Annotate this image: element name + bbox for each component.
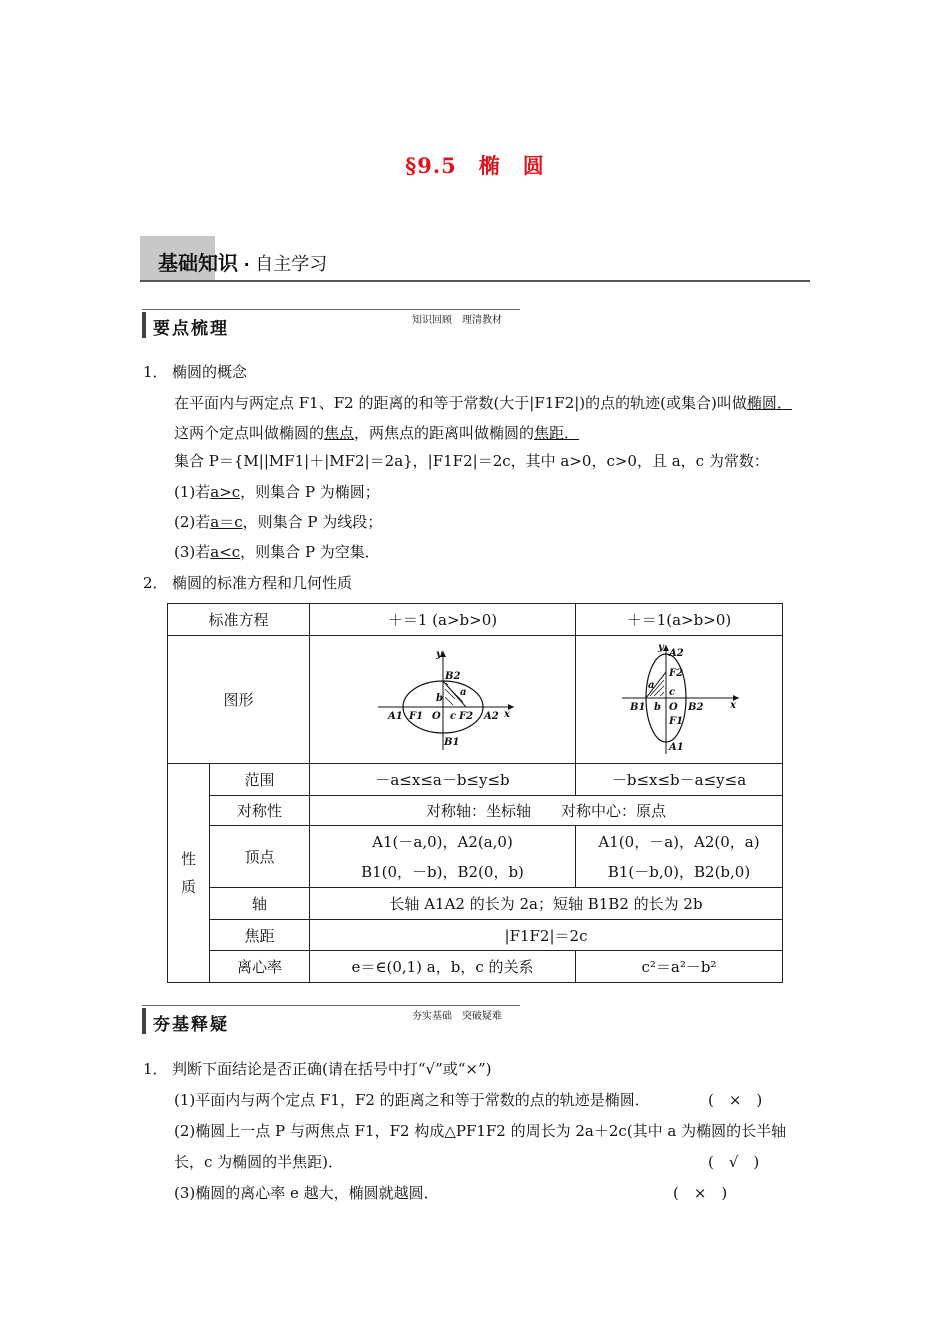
vertex-2-a: A1(0，－a)，A2(0，a) [598,832,760,851]
section-tag: 知识回顾 理清教材 [412,315,502,326]
vertex-1-a: A1(－a,0)，A2(a,0) [372,832,513,851]
properties-label: 性质 [180,850,196,896]
question-2-line-2: 长，c 为椭圆的半焦距)． [174,1153,344,1171]
banner-sub: 自主学习 [255,254,328,275]
answer-3: ( × ) [673,1184,728,1202]
banner-rule [140,280,810,282]
label-O: O [431,710,441,722]
label-x: x [730,700,736,711]
exercise-heading: 判断下面结论是否正确(请在括号中打“√”或“×”) [172,1060,492,1078]
range-1: －a≤x≤a－b≤y≤b [310,764,576,796]
vertex-2-b: B1(－b,0)，B2(b,0) [607,862,751,881]
vertex-2 [576,826,783,888]
banner-dot: · [238,255,256,274]
label-A1: A1 [387,710,403,722]
case-text: ，则集合 P 为线段； [242,513,383,531]
header-standard-equation: 标准方程 [168,604,310,636]
set-definition: 集合 P＝{M||MF1|＋|MF2|＝2a}，|F1F2|＝2c，其中 a>0，c>0，且 a，c 为常数： [174,452,769,470]
row-label-axis: 轴 [210,888,310,920]
horizontal-ellipse-figure [368,645,518,755]
case-text: (3)若 [174,543,211,561]
label-c: c [449,710,456,722]
case-text: (1)若 [174,483,211,501]
answer-foci: 焦点 [324,424,355,442]
vertex-1 [310,826,576,888]
label-B2: B2 [688,702,704,713]
label-O: O [669,702,678,713]
row-label-range: 范围 [210,764,310,796]
question-3: (3)椭圆的离心率 e 越大，椭圆就越圆． [174,1184,439,1202]
figure-horizontal-cell [310,636,576,764]
label-F2: F2 [669,668,684,679]
question-2-line-1: (2)椭圆上一点 P 与两焦点 F1，F2 构成△PF1F2 的周长为 2a＋2c(其中 a 为椭圆的长半轴 [174,1122,787,1140]
section-marker [142,1008,146,1034]
focal-value: |F1F2|＝2c [310,920,783,951]
section-tag: 夯实基础 突破疑难 [412,1011,502,1022]
case-2 [174,511,382,532]
section-rule [142,1005,520,1006]
row-label-focal: 焦距 [210,920,310,951]
case-answer: a<c [210,543,241,561]
banner-label: 基础知识 [158,251,238,275]
answer-1: ( × ) [708,1091,763,1109]
label-a: a [648,680,655,691]
vertex-1-b: B1(0，－b)，B2(0，b) [361,862,524,881]
header-properties [168,764,210,983]
section-rule [142,309,520,310]
label-F2: F2 [458,710,473,722]
label-b: b [654,702,661,713]
item-number: 1． [143,363,168,381]
concept-line-1 [174,392,792,413]
question-1: (1)平面内与两个定点 F1，F2 的距离之和等于常数的点的轨迹是椭圆． [174,1091,650,1109]
label-a: a [459,686,466,698]
range-2: －b≤x≤b－a≤y≤a [576,764,783,796]
label-A2: A2 [669,648,684,659]
concept-text: 这两个定点叫做椭圆的 [174,424,325,442]
banner-heading [158,247,327,276]
label-F1: F1 [669,716,684,727]
header-figure: 图形 [168,636,310,764]
label-x: x [503,708,510,720]
concept-text: ，两焦点的距离叫做椭圆的 [354,424,535,442]
page-title: §9.5 椭 圆 [405,153,545,178]
label-B2: B2 [444,670,460,682]
exercise-number: 1． [143,1060,168,1078]
concept-line-2 [174,422,579,443]
section-marker [142,312,146,338]
item-number: 2． [143,574,168,592]
answer-focal-distance: 焦距． [534,424,580,442]
row-label-vertex: 顶点 [210,826,310,888]
properties-table [167,603,783,983]
item-heading: 椭圆的标准方程和几何性质 [172,574,353,592]
case-3 [174,541,380,562]
section-title-consolidate: 夯基释疑 [153,1015,229,1035]
label-b: b [435,692,443,704]
label-B1: B1 [443,736,459,748]
case-text: (2)若 [174,513,211,531]
answer-2: ( √ ) [708,1153,760,1171]
label-A2: A2 [483,710,499,722]
vertical-ellipse-figure [614,642,744,757]
label-y: y [435,648,442,660]
answer-ellipse: 椭圆． [746,394,792,412]
label-y: y [658,642,664,653]
section-title-key-points: 要点梳理 [153,319,229,339]
figure-vertical-cell [576,636,783,764]
label-B1: B1 [630,702,646,713]
label-c: c [669,687,676,698]
label-F1: F1 [408,710,423,722]
concept-text: 在平面内与两定点 F1、F2 的距离的和等于常数(大于|F1F2|)的点的轨迹(或集合)叫做 [174,394,747,412]
eccentricity-value: e＝∈(0,1) a，b，c 的关系 [310,951,576,983]
row-label-eccentricity: 离心率 [210,951,310,983]
case-text: ，则集合 P 为空集． [240,543,380,561]
case-1 [174,481,380,502]
abc-relation: c²＝a²－b² [576,951,783,983]
label-A1: A1 [669,742,684,753]
case-answer: a＝c [210,513,243,531]
std-equation-2: ＋＝1(a>b>0) [576,604,783,636]
case-answer: a>c [210,483,241,501]
axis-value: 长轴 A1A2 的长为 2a；短轴 B1B2 的长为 2b [310,888,783,920]
case-text: ，则集合 P 为椭圆； [240,483,380,501]
item-heading: 椭圆的概念 [172,363,248,381]
symmetry-value: 对称轴：坐标轴 对称中心：原点 [310,796,783,826]
row-label-symmetry: 对称性 [210,796,310,826]
std-equation-1: ＋＝1 (a>b>0) [310,604,576,636]
